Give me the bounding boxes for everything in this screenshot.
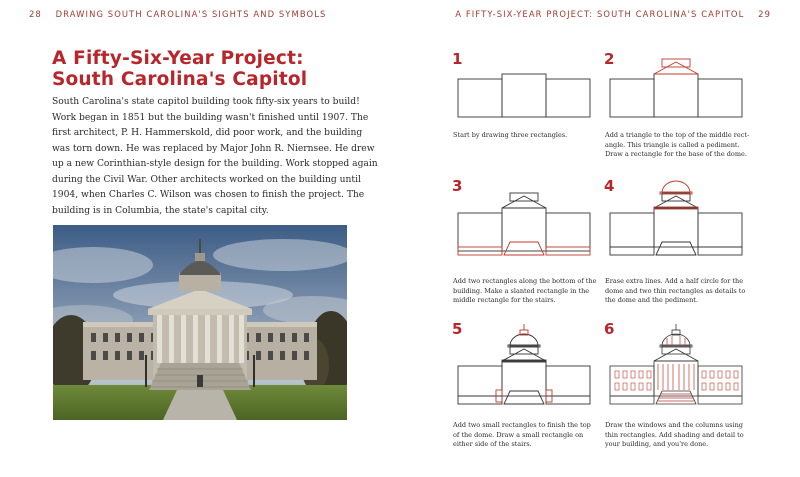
caption-line: Draw the windows and the columns using: [605, 421, 743, 429]
caption-line: thin rectangles. Add shading and detail to: [605, 430, 744, 439]
page-number-right: 29: [758, 9, 771, 19]
step-5-drawing: [452, 324, 602, 410]
step-number-6: 6: [604, 320, 615, 338]
caption-line: Start by drawing three rectangles.: [453, 131, 568, 139]
body-line: during the Civil War. Other architects worked on the building until: [52, 174, 361, 185]
caption-line: angle. This triangle is called a pediment.: [605, 140, 740, 149]
step-caption-6: [605, 421, 763, 450]
caption-line: dome and two thin rectangles as details to: [605, 286, 746, 295]
body-line: Work began in 1851 but the building wasn't finished until 1907. The: [52, 112, 369, 123]
caption-line: of the dome. Draw a small rectangle on: [453, 430, 584, 439]
caption-line: either side of the stairs.: [453, 440, 532, 449]
caption-line: middle rectangle for the stairs.: [453, 296, 556, 305]
step-caption-4: [605, 277, 763, 306]
body-line: 1904, when Charles C. Wilson was chosen to finish the project. The: [52, 190, 365, 200]
caption-line: building. Make a slanted rectangle in the: [453, 286, 590, 295]
step-3-drawing: [452, 192, 602, 264]
running-head-right-text: A FIFTY-SIX-YEAR PROJECT: SOUTH CAROLINA'S CAPITOL: [455, 9, 745, 19]
step-number-3: 3: [452, 177, 463, 195]
capitol-photo: [53, 225, 347, 420]
page-title: [52, 48, 307, 90]
page-number-left: 28: [29, 9, 42, 19]
caption-line: Add two small rectangles to finish the top: [453, 421, 591, 429]
caption-line: Add a triangle to the top of the middle rect-: [605, 131, 750, 139]
body-paragraph: [52, 95, 378, 219]
caption-line: your building, and you're done.: [605, 440, 709, 449]
title-line: A Fifty-Six-Year Project:: [52, 48, 304, 69]
title-line: South Carolina's Capitol: [52, 69, 308, 90]
caption-line: the dome and the pediment.: [605, 296, 698, 305]
body-line: first architect, P. H. Hammerskold, did poor work, and the building: [52, 128, 363, 138]
step-caption-5: [453, 421, 611, 450]
step-number-4: 4: [604, 177, 615, 195]
step-number-5: 5: [452, 320, 463, 338]
body-line: building is in Columbia, the state's capital city.: [52, 205, 269, 216]
step-caption-1: [453, 131, 611, 141]
body-line: was torn down. He was replaced by Major John R. Niernsee. He drew: [52, 143, 375, 154]
running-head-left: [29, 9, 326, 19]
step-caption-2: [605, 131, 763, 160]
caption-line: Erase extra lines. Add a half circle for the: [605, 277, 744, 285]
step-6-drawing: [604, 324, 754, 410]
step-caption-3: [453, 277, 611, 306]
step-2-drawing: [604, 58, 754, 124]
body-line: up a new Corinthian-style design for the building. Work stopped again: [52, 159, 378, 169]
running-head-left-text: DRAWING SOUTH CAROLINA'S SIGHTS AND SYMBOLS: [55, 9, 327, 19]
capitol-photo-image: [53, 225, 347, 420]
step-1-drawing: [452, 74, 602, 124]
caption-line: Draw a rectangle for the base of the dome.: [605, 150, 747, 159]
running-head-right: [455, 9, 771, 19]
caption-line: Add two rectangles along the bottom of the: [453, 277, 597, 285]
step-4-drawing: [604, 180, 754, 264]
step-number-2: 2: [604, 50, 615, 68]
body-line: South Carolina's state capitol building took fifty-six years to build!: [52, 97, 360, 107]
step-number-1: 1: [452, 50, 463, 68]
